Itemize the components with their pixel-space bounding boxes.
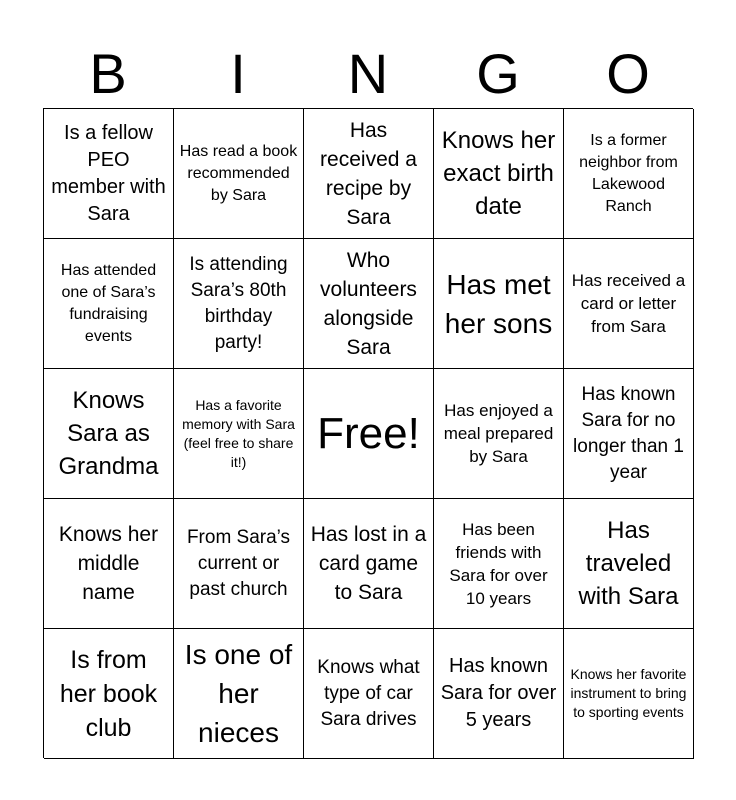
bingo-cell[interactable] (174, 109, 304, 239)
bingo-cell[interactable] (44, 499, 174, 629)
cell-text: Has enjoyed a meal prepared by Sara (443, 401, 554, 466)
header-letter-b: B (89, 42, 127, 105)
bingo-cell[interactable] (434, 369, 564, 499)
cell-text: Has traveled with Sara (578, 517, 679, 610)
bingo-cell[interactable] (434, 499, 564, 629)
cell-text: Has lost in a card game to Sara (310, 523, 427, 604)
cell-text: Who volunteers alongside Sara (320, 248, 417, 359)
bingo-cell[interactable] (304, 499, 434, 629)
header-letter-i: I (230, 42, 246, 105)
cell-text: Knows her exact birth date (441, 127, 556, 220)
bingo-cell[interactable] (564, 109, 694, 239)
cell-text: Has met her sons (444, 268, 553, 339)
bingo-cell[interactable] (174, 369, 304, 499)
cell-text: Knows her middle name (58, 523, 159, 604)
free-text: Free! (317, 408, 420, 458)
bingo-cell[interactable] (434, 109, 564, 239)
cell-text: Has received a recipe by Sara (320, 118, 417, 229)
header-letter-o: O (606, 42, 650, 105)
bingo-cell[interactable] (434, 629, 564, 759)
cell-text: Is a former neighbor from Lakewood Ranch (579, 131, 678, 215)
cell-text: Has known Sara for no longer than 1 year (573, 383, 684, 483)
cell-text: Has known Sara for over 5 years (440, 655, 557, 731)
cell-text: Has received a card or letter from Sara (571, 271, 686, 336)
bingo-cell[interactable] (174, 239, 304, 369)
bingo-cell[interactable] (564, 629, 694, 759)
header-letter-n: N (347, 42, 389, 105)
cell-text: From Sara’s current or past church (186, 526, 291, 600)
bingo-cell[interactable] (434, 239, 564, 369)
cell-text: Is a fellow PEO member with Sara (51, 121, 166, 225)
cell-text: Knows Sara as Grandma (58, 387, 159, 480)
bingo-cell[interactable] (304, 239, 434, 369)
bingo-cell[interactable] (174, 629, 304, 759)
bingo-cell[interactable] (564, 369, 694, 499)
cell-text: Is one of her nieces (184, 639, 293, 748)
cell-text: Has been friends with Sara for over 10 years (449, 519, 548, 608)
bingo-grid (43, 108, 693, 758)
bingo-cell[interactable] (174, 499, 304, 629)
cell-text: Has a favorite memory with Sara (feel free to share it!) (182, 396, 295, 470)
free-cell[interactable] (304, 369, 434, 499)
cell-text: Is from her book club (59, 645, 158, 742)
bingo-cell[interactable] (304, 109, 434, 239)
cell-text: Is attending Sara’s 80th birthday party! (189, 253, 288, 353)
bingo-cell[interactable] (44, 239, 174, 369)
bingo-cell[interactable] (44, 109, 174, 239)
cell-text: Knows her favorite instrument to bring to sporting events (570, 666, 687, 720)
header-letter-g: G (476, 42, 520, 105)
cell-text: Knows what type of car Sara drives (317, 656, 420, 730)
bingo-cell[interactable] (44, 629, 174, 759)
bingo-cell[interactable] (564, 239, 694, 369)
cell-text: Has attended one of Sara’s fundraising events (60, 261, 157, 345)
bingo-cell[interactable] (304, 629, 434, 759)
bingo-cell[interactable] (564, 499, 694, 629)
bingo-cell[interactable] (44, 369, 174, 499)
cell-text: Has read a book recommended by Sara (179, 142, 298, 204)
bingo-header (43, 40, 693, 108)
